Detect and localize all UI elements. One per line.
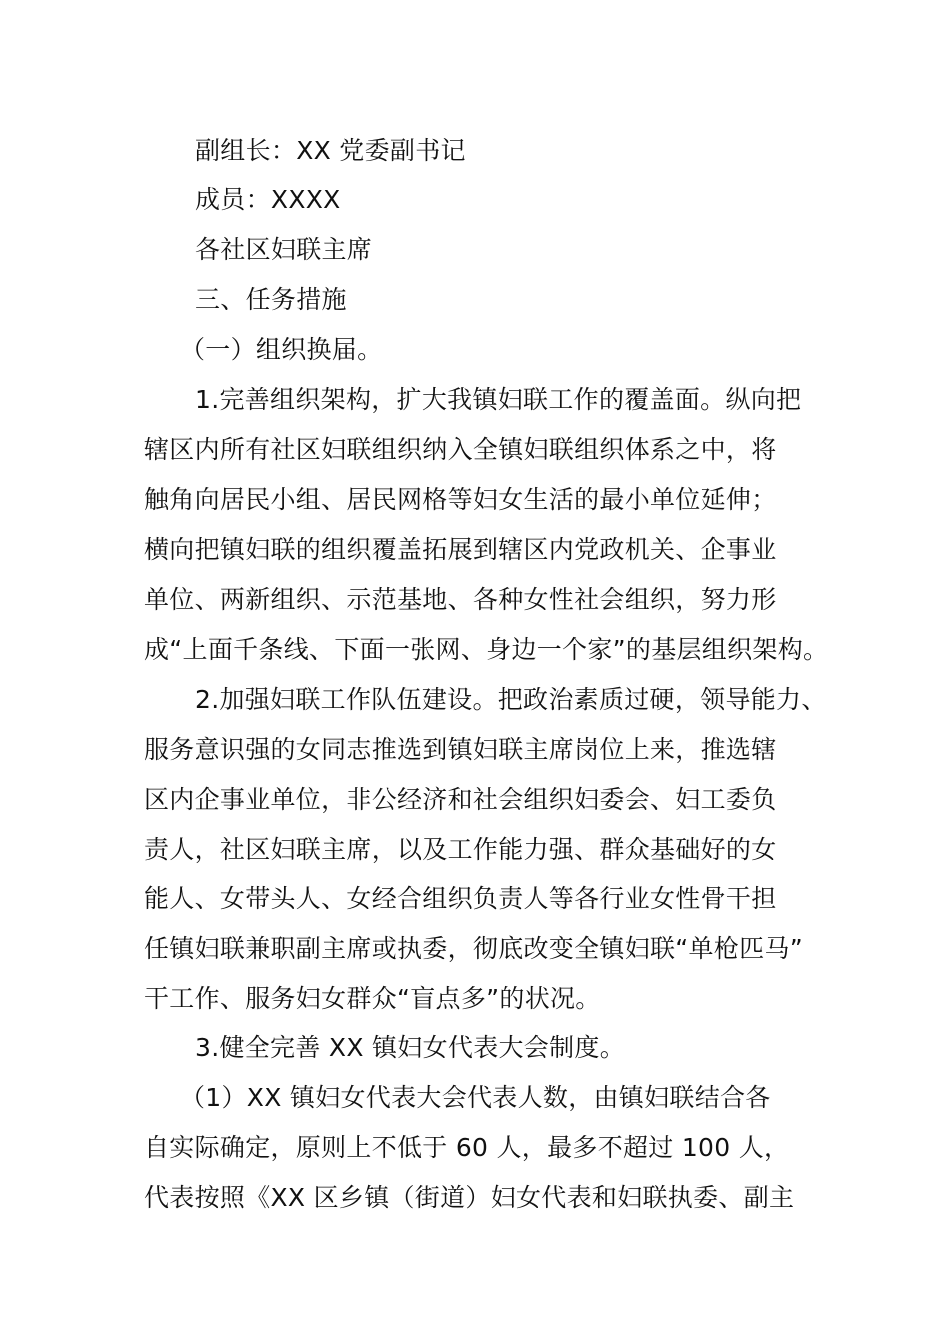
- section-heading-tasks: 三、任务措施: [195, 285, 347, 314]
- paragraph-2-line-3: 区内企事业单位，非公经济和社会组织妇委会、妇工委负: [144, 785, 777, 814]
- text-line-deputy-leader: 副组长：XX 党委副书记: [195, 136, 466, 165]
- paragraph-1-line-5: 单位、两新组织、示范基地、各种女性社会组织，努力形: [144, 585, 777, 614]
- paragraph-2-line-6: 任镇妇联兼职副主席或执委，彻底改变全镇妇联“单枪匹马”: [144, 934, 804, 963]
- paragraph-4-line-1: （1）XX 镇妇女代表大会代表人数，由镇妇联结合各: [180, 1083, 771, 1112]
- paragraph-2-line-4: 责人，社区妇联主席，以及工作能力强、群众基础好的女: [144, 835, 777, 864]
- paragraph-2-line-5: 能人、女带头人、女经合组织负责人等各行业女性骨干担: [144, 884, 777, 913]
- paragraph-2-line-7: 干工作、服务妇女群众“盲点多”的状况。: [144, 984, 601, 1013]
- paragraph-1-line-2: 辖区内所有社区妇联组织纳入全镇妇联组织体系之中，将: [144, 435, 777, 464]
- paragraph-1-line-6: 成“上面千条线、下面一张网、身边一个家”的基层组织架构。: [144, 635, 829, 664]
- paragraph-3-heading: 3.健全完善 XX 镇妇女代表大会制度。: [195, 1033, 626, 1062]
- paragraph-4-line-2: 自实际确定，原则上不低于 60 人，最多不超过 100 人，: [144, 1133, 790, 1162]
- paragraph-1-line-4: 横向把镇妇联的组织覆盖拓展到辖区内党政机关、企事业: [144, 535, 777, 564]
- paragraph-2-line-2: 服务意识强的女同志推选到镇妇联主席岗位上来，推选辖: [144, 735, 777, 764]
- subsection-heading-organization: （一）组织换届。: [180, 335, 383, 364]
- paragraph-4-line-3: 代表按照《XX 区乡镇（街道）妇女代表和妇联执委、副主: [144, 1183, 795, 1212]
- paragraph-1-line-3: 触角向居民小组、居民网格等妇女生活的最小单位延伸；: [144, 485, 777, 514]
- text-line-members: 成员：XXXX: [195, 185, 341, 214]
- paragraph-2-line-1: 2.加强妇联工作队伍建设。把政治素质过硬，领导能力、: [195, 685, 827, 714]
- text-line-community-chairs: 各社区妇联主席: [195, 235, 373, 264]
- paragraph-1-line-1: 1.完善组织架构，扩大我镇妇联工作的覆盖面。纵向把: [195, 385, 802, 414]
